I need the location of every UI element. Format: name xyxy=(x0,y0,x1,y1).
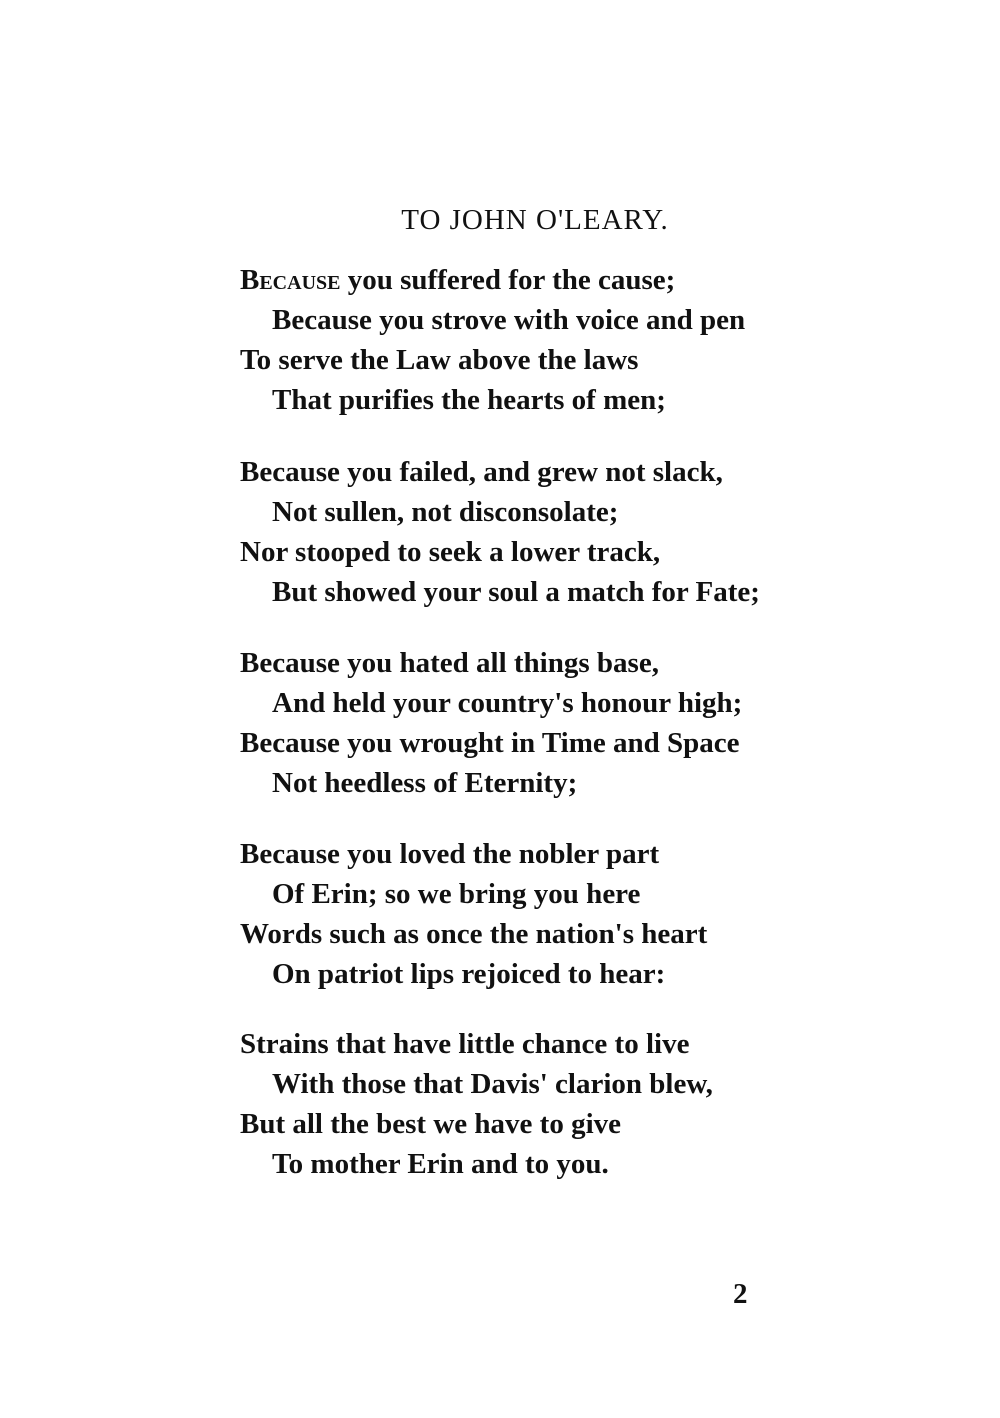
poem-line: To mother Erin and to you. xyxy=(272,1148,609,1180)
poem-line: Not sullen, not disconsolate; xyxy=(272,496,619,528)
poem-line: Because you loved the nobler part xyxy=(240,838,660,870)
poem-line: And held your country's honour high; xyxy=(272,687,743,719)
poem-line: With those that Davis' clarion blew, xyxy=(272,1068,713,1100)
poem-line: Words such as once the nation's heart xyxy=(240,918,708,950)
poem-line: Nor stooped to seek a lower track, xyxy=(240,536,661,568)
poem-line: But showed your soul a match for Fate; xyxy=(272,576,760,608)
poem-line: Because you hated all things base, xyxy=(240,647,659,679)
line-text: you suffered for the cause; xyxy=(340,264,676,296)
poem-line: Because you strove with voice and pen xyxy=(272,304,746,336)
page-number: 2 xyxy=(733,1278,748,1310)
poem-line: To serve the Law above the laws xyxy=(240,344,639,376)
poem-line xyxy=(240,260,675,300)
poem-line: Of Erin; so we bring you here xyxy=(272,878,641,910)
poem-line: Not heedless of Eternity; xyxy=(272,767,578,799)
poem-line: Strains that have little chance to live xyxy=(240,1028,690,1060)
poem-line: On patriot lips rejoiced to hear: xyxy=(272,958,666,990)
poem-line: But all the best we have to give xyxy=(240,1108,621,1140)
poem-line: Because you wrought in Time and Space xyxy=(240,727,740,759)
drop-word: Because xyxy=(240,264,341,296)
poem-line: That purifies the hearts of men; xyxy=(272,384,666,416)
poem-line: Because you failed, and grew not slack, xyxy=(240,456,723,488)
poem-title: TO JOHN O'LEARY. xyxy=(401,204,669,236)
